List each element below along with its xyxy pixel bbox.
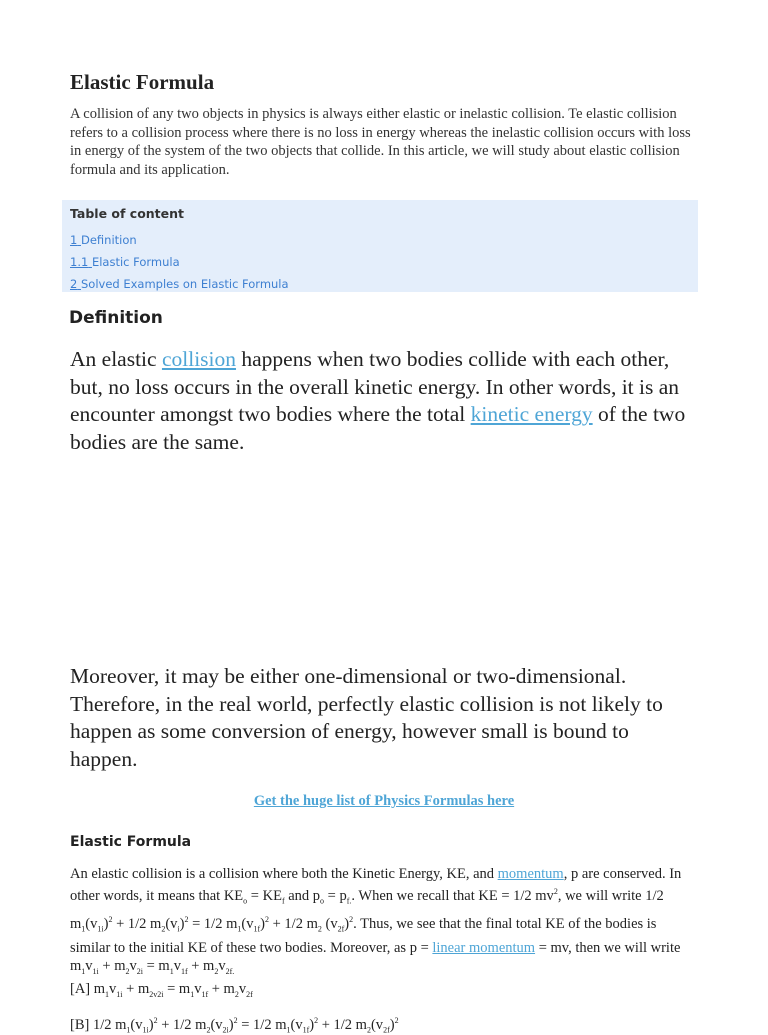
momentum-link[interactable]: momentum	[497, 866, 564, 882]
page-title: Elastic Formula	[70, 70, 215, 94]
toc-item-elastic-formula[interactable]: 1.1 Elastic Formula	[70, 255, 180, 269]
elastic-formula-paragraph: An elastic collision is a collision where both the Kinetic Energy, KE, and momentum, p are conserved. In other words, it means that $KE_o = KE_f$ and $p_o = p_{f.}$. When we recall that KE = 1/2 $mv^2$, we will write 1/2 $m_1(v_{1i})^2 + 1/2$ $m_2(v_i)^2 = 1/2$ $m_1(v_{1f})^2 + 1/2$ $m_2$ $(v_{2f})^2$. Thus, we see that the final total KE of the bodies is similar to the initial KE of these two bodies. Moreover, as p = linear momentum = mv, then we will write $m_1v_{1i} + m_2v_{2i} = m_1v_{1f} + m_2v_{2f.}$	[70, 866, 682, 977]
toc-heading: Table of content	[70, 206, 185, 221]
collision-link[interactable]: collision	[161, 347, 237, 371]
intro-paragraph: A collision of any two objects in physics is always either elastic or inelastic collision. Te elastic collision refers to a collision process where there is no loss in energy whereas the inelastic collision occurs with loss in energy of the system of the two objects that collide. In this article, we will study about elastic collision formula and its application.	[70, 106, 691, 178]
equation-a: [A] $m_1v_{1i} + m_{2v2i} = m_1v_{1f} + m_2v_{2f}$	[70, 981, 253, 999]
kinetic-energy-link[interactable]: kinetic energy	[470, 402, 593, 426]
dimension-paragraph: Moreover, it may be either one-dimensional or two-dimensional. Therefore, in the real world, perfectly elastic collision is not likely to happen as some conversion of energy, however small is bound to happen.	[70, 664, 663, 771]
definition-paragraph: An elastic collision happens when two bodies collide with each other, but, no loss occurs in the overall kinetic energy. In other words, it is an encounter amongst two bodies where the total kinetic energy of the two bodies are the same.	[70, 347, 686, 454]
linear-momentum-link[interactable]: linear momentum	[432, 940, 536, 957]
physics-formulas-link[interactable]: Get the huge list of Physics Formulas here	[253, 793, 515, 809]
toc-item-solved-examples[interactable]: 2 Solved Examples on Elastic Formula	[70, 277, 289, 291]
definition-heading: Definition	[69, 308, 163, 328]
elastic-formula-heading: Elastic Formula	[70, 834, 192, 850]
equation-b: [B] 1/2 $m_1(v_{1i})^2 + 1/2$ $m_2(v_{2i})^2 = 1/2$ $m_1(v_{1f})^2 + 1/2$ $m_2(v_{2f})^2$	[70, 1016, 399, 1035]
toc-item-definition[interactable]: 1 Definition	[70, 233, 137, 247]
table-of-contents	[62, 200, 698, 292]
physics-formulas-link-container	[0, 793, 768, 810]
